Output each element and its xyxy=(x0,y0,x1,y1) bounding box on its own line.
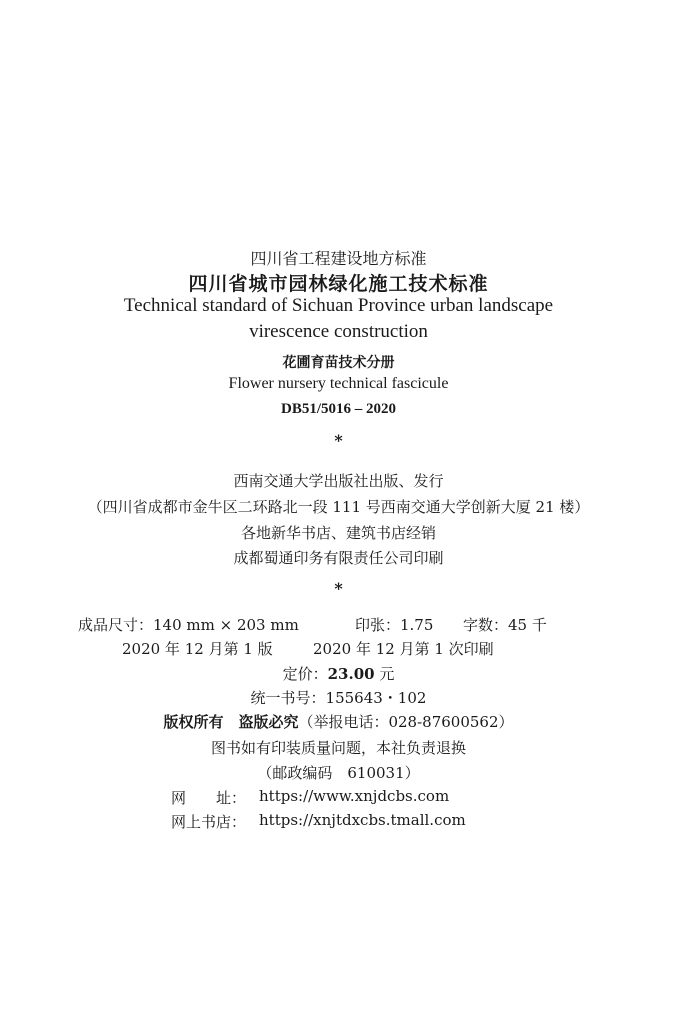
price-unit: 元 xyxy=(374,665,395,683)
fascicle-chinese: 花圃育苗技术分册 xyxy=(282,355,395,371)
rights-line xyxy=(0,711,677,732)
separator-star: * xyxy=(334,579,343,598)
online-store-label: 网上书店： xyxy=(171,813,247,831)
price-label: 定价： xyxy=(282,665,328,683)
standard-code: DB51/5016 – 2020 xyxy=(280,401,396,417)
printing-text: 2020 年 12 月第 1 次印刷 xyxy=(313,640,494,658)
price-value: 23.00 xyxy=(327,665,375,683)
distribution-line: 各地新华书店、建筑书店经销 xyxy=(240,524,436,542)
price-line xyxy=(0,663,677,684)
rights-hotline: （举报电话：028-87600562） xyxy=(298,713,514,731)
title-chinese: 四川省城市园林绿化施工技术标准 xyxy=(188,273,489,295)
online-store-url[interactable]: https://xnjtdxcbs.tmall.com xyxy=(259,811,466,829)
title-english-line1: Technical standard of Sichuan Province urban landscape xyxy=(123,295,554,316)
edition-text: 2020 年 12 月第 1 版 xyxy=(122,640,273,658)
spec-sheets: 印张：1.75 xyxy=(355,616,434,634)
website-label: 网 址： xyxy=(171,789,247,807)
spec-words: 字数：45 千 xyxy=(463,616,547,634)
postal-code: （邮政编码 610031） xyxy=(257,764,420,782)
separator-star: * xyxy=(334,431,343,450)
publisher-line: 西南交通大学出版社出版、发行 xyxy=(233,472,444,490)
book-number: 统一书号：155643・102 xyxy=(250,689,427,707)
rights-label: 版权所有 盗版必究 xyxy=(163,713,299,731)
printer-line: 成都蜀通印务有限责任公司印刷 xyxy=(233,549,444,567)
website-url[interactable]: https://www.xnjdcbs.com xyxy=(259,787,450,805)
publisher-address: （四川省成都市金牛区二环路北一段 111 号西南交通大学创新大厦 21 楼） xyxy=(87,498,590,516)
title-english-line2: virescence construction xyxy=(249,321,428,342)
spec-size: 成品尺寸：140 mm × 203 mm xyxy=(78,616,299,634)
fascicle-english: Flower nursery technical fascicule xyxy=(228,375,449,392)
standard-series: 四川省工程建设地方标准 xyxy=(250,249,427,268)
quality-notice: 图书如有印装质量问题，本社负责退换 xyxy=(210,739,466,757)
